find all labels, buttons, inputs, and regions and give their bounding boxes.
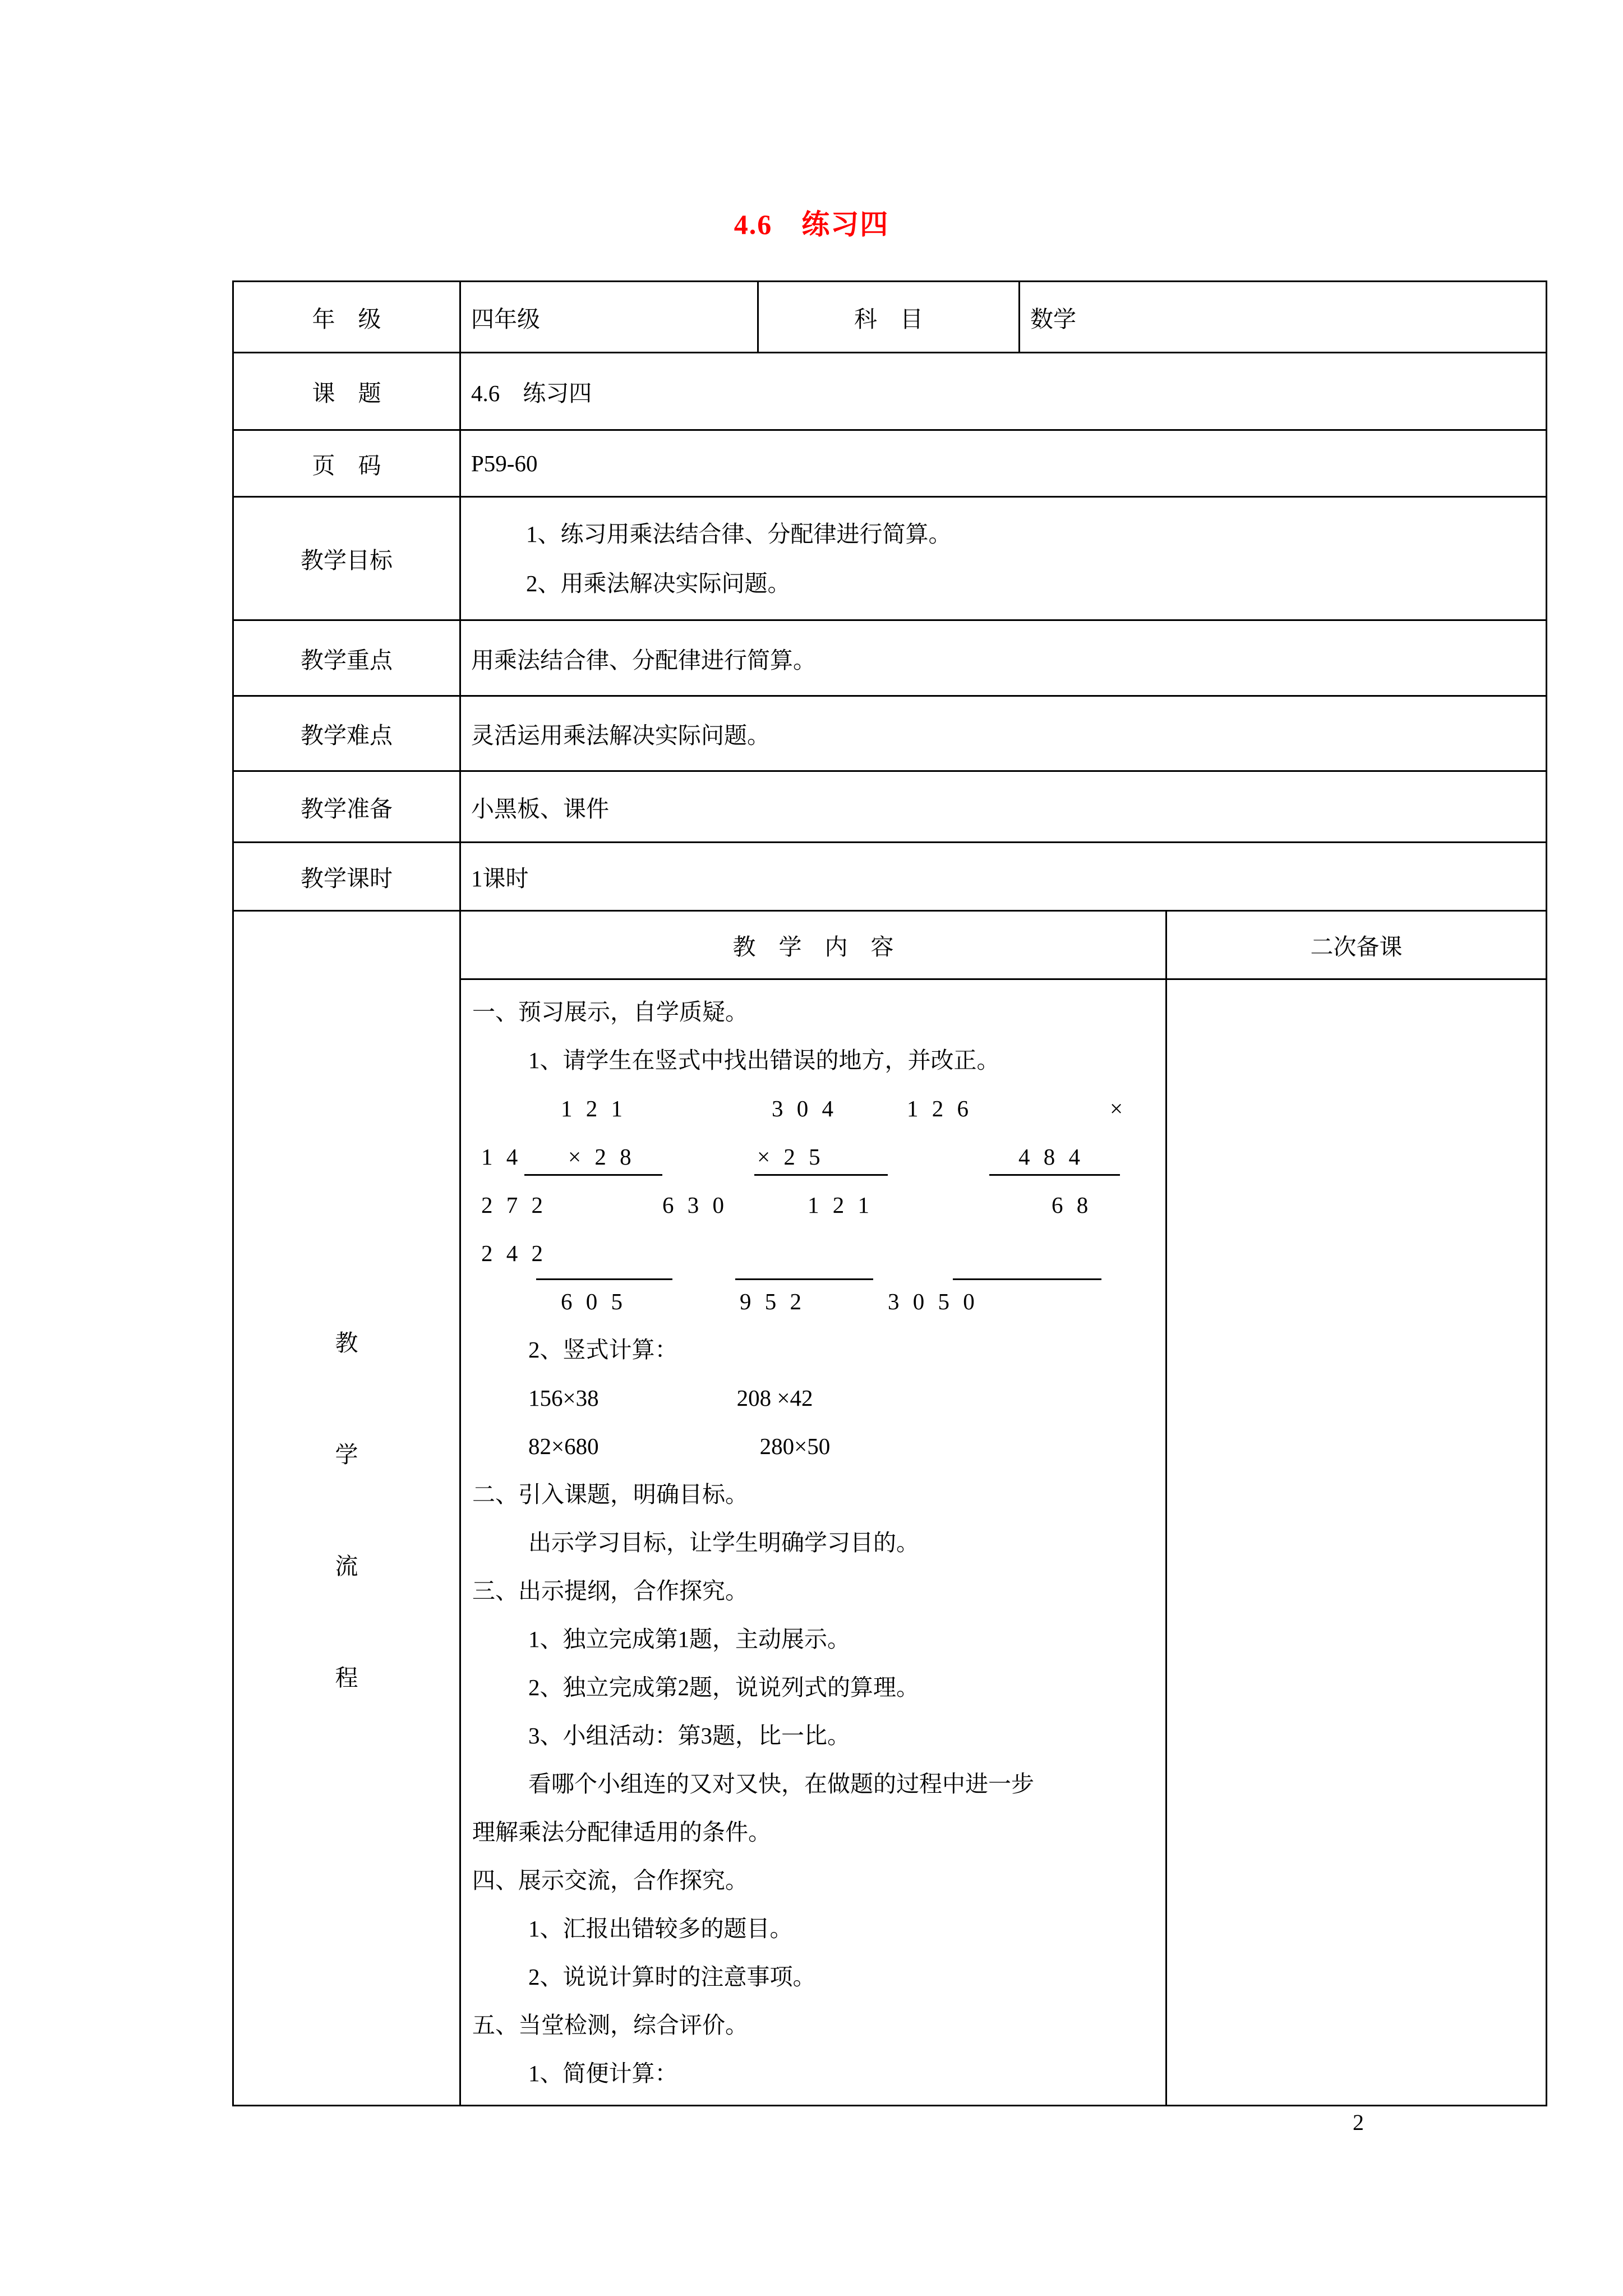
flow-char: 流 <box>335 1553 358 1579</box>
difficulty-label: 教学难点 <box>301 723 393 748</box>
math-item: 9 5 2 <box>740 1289 805 1314</box>
preparation-label: 教学准备 <box>301 795 393 822</box>
flow-line: 五、当堂检测，综合评价。 <box>472 2012 748 2038</box>
flow-char: 程 <box>335 1664 358 1691</box>
flow-line: 看哪个小组连的又对又快，在做题的过程中进一步 <box>528 1771 1034 1797</box>
flow-line: 82×680 280×50 <box>528 1433 831 1459</box>
math-rule-line <box>735 1278 873 1280</box>
teaching-content <box>461 980 1165 2105</box>
subject-value: 数学 <box>1018 282 1546 352</box>
row-focus <box>234 619 1546 695</box>
topic-value: 4.6 练习四 <box>459 353 1546 429</box>
math-item: 6 8 <box>1052 1192 1092 1218</box>
teaching-flow-label <box>234 912 459 2105</box>
math-item: × 2 8 <box>568 1144 635 1170</box>
row-goals <box>234 496 1546 619</box>
flow-line: 一、预习展示，自学质疑。 <box>472 999 748 1025</box>
page-code-label: 页 码 <box>312 452 381 478</box>
page-number: 2 <box>1353 2110 1364 2135</box>
math-item: 1 4 <box>481 1144 522 1170</box>
flow-line: 四、展示交流，合作探究。 <box>472 1867 748 1893</box>
grade-value: 四年级 <box>459 282 757 352</box>
flow-line: 三、出示提纲，合作探究。 <box>472 1578 748 1604</box>
page-title: 4.6 练习四 <box>734 209 889 240</box>
vertical-multiplication-block <box>472 1084 1161 1326</box>
grade-label: 年 级 <box>312 306 381 332</box>
flow-line: 3、小组活动：第3题，比一比。 <box>528 1723 850 1749</box>
math-item: × <box>1110 1096 1127 1121</box>
math-item: 2 7 2 <box>481 1192 547 1218</box>
periods-value: 1课时 <box>459 843 1546 910</box>
math-rule-line <box>524 1174 662 1176</box>
flow-line: 二、引入课题，明确目标。 <box>472 1481 748 1507</box>
row-periods <box>234 841 1546 910</box>
math-item: 1 2 1 <box>561 1096 626 1121</box>
row-preparation <box>234 770 1546 841</box>
second-prep-notes-area <box>1165 980 1546 2105</box>
math-rule-line <box>989 1174 1120 1176</box>
row-grade <box>234 282 1546 352</box>
flow-line: 2、独立完成第2题，说说列式的算理。 <box>528 1674 919 1700</box>
flow-char: 教 <box>335 1329 358 1356</box>
math-item: 6 3 0 <box>662 1192 728 1218</box>
math-item: 6 0 5 <box>561 1289 626 1314</box>
row-page-code <box>234 429 1546 496</box>
math-rule-line <box>754 1174 888 1176</box>
math-item: × 2 5 <box>757 1144 824 1170</box>
lesson-plan-table <box>232 280 1547 2106</box>
flow-body <box>461 980 1546 2105</box>
flow-line: 1、独立完成第1题，主动展示。 <box>528 1626 850 1652</box>
flow-line: 1、简便计算： <box>528 2060 678 2086</box>
teaching-flow-main <box>459 912 1546 2105</box>
focus-value: 用乘法结合律、分配律进行简算。 <box>459 621 1546 695</box>
content-header: 教 学 内 容 <box>732 934 894 960</box>
math-item: 2 4 2 <box>481 1240 547 1266</box>
flow-line: 2、说说计算时的注意事项。 <box>528 1964 816 1990</box>
math-item: 3 0 5 0 <box>888 1289 979 1314</box>
goals-label: 教学目标 <box>301 547 393 573</box>
topic-label: 课 题 <box>312 380 381 406</box>
math-rule-line <box>953 1278 1101 1280</box>
flow-line: 出示学习目标，让学生明确学习目的。 <box>528 1530 919 1556</box>
subject-label: 科 目 <box>757 282 1018 352</box>
flow-line: 2、竖式计算： <box>528 1337 678 1363</box>
math-item: 1 2 1 <box>808 1192 873 1218</box>
focus-label: 教学重点 <box>301 647 393 673</box>
flow-header-row <box>461 912 1546 980</box>
page-code-value: P59-60 <box>459 431 1546 496</box>
flow-line: 156×38 208 ×42 <box>528 1385 813 1411</box>
second-prep-header: 二次备课 <box>1165 912 1546 978</box>
periods-label: 教学课时 <box>301 866 393 891</box>
flow-line: 1、请学生在竖式中找出错误的地方，并改正。 <box>528 1047 1000 1073</box>
row-difficulty <box>234 695 1546 770</box>
goal-line-1: 1、练习用乘法结合律、分配律进行简算。 <box>526 521 952 547</box>
flow-line: 理解乘法分配律适用的条件。 <box>472 1819 771 1845</box>
preparation-value: 小黑板、课件 <box>459 772 1546 841</box>
math-item: 1 2 6 <box>907 1096 972 1121</box>
flow-char: 学 <box>335 1441 358 1467</box>
goals-value <box>459 498 1546 619</box>
math-item: 4 8 4 <box>1018 1144 1084 1170</box>
row-teaching-flow <box>234 910 1546 2105</box>
math-rule-line <box>536 1278 672 1280</box>
difficulty-value: 灵活运用乘法解决实际问题。 <box>459 697 1546 770</box>
math-item: 3 0 4 <box>772 1096 837 1121</box>
flow-line: 1、汇报出错较多的题目。 <box>528 1916 793 1941</box>
row-topic <box>234 352 1546 429</box>
goal-line-2: 2、用乘法解决实际问题。 <box>526 570 791 596</box>
